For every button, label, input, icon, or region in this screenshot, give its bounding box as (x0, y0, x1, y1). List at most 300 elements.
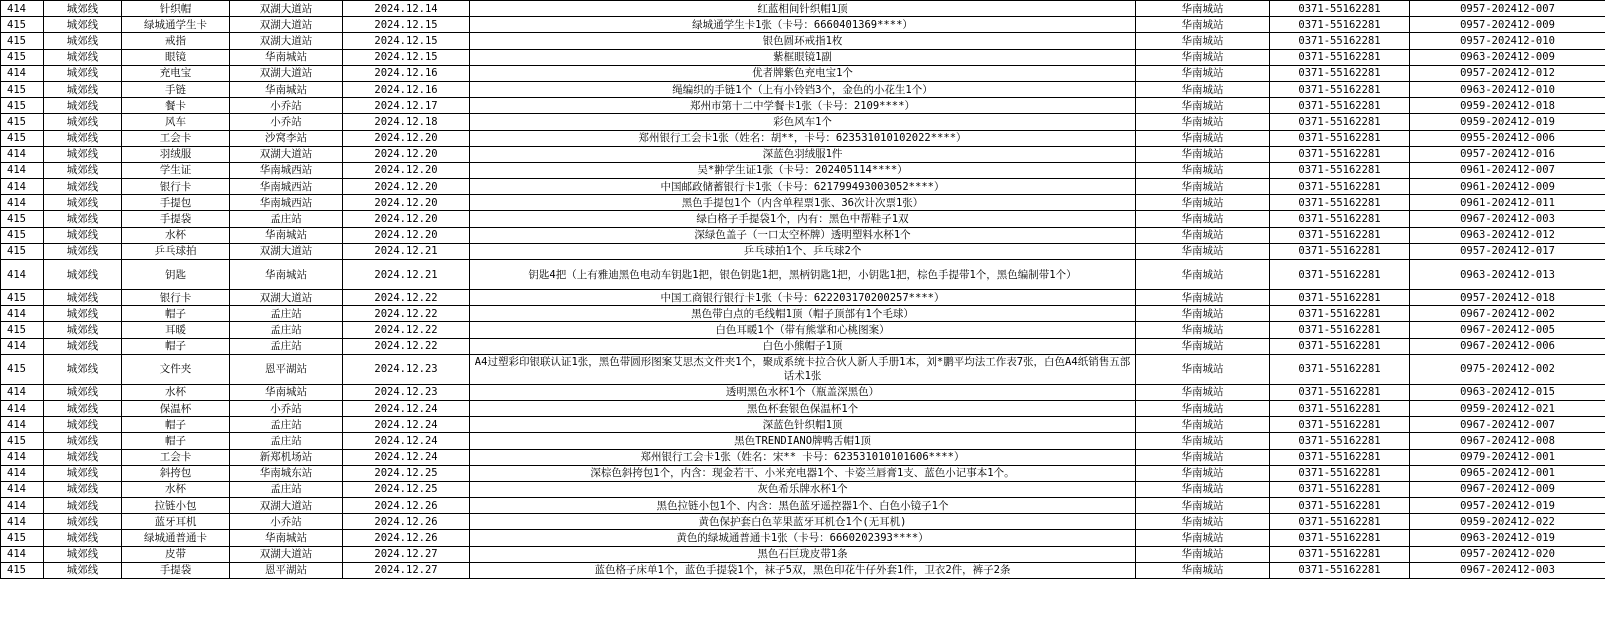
found-date-cell: 2024.12.15 (343, 17, 470, 33)
found-date-cell: 2024.12.25 (343, 481, 470, 497)
table-row (1, 49, 1605, 65)
table-row (1, 81, 1605, 97)
found-station-cell: 双湖大道站 (230, 17, 343, 33)
item-name-cell: 斜挎包 (122, 465, 230, 481)
claim-station-cell: 华南城站 (1136, 260, 1270, 290)
found-date-cell: 2024.12.23 (343, 384, 470, 400)
claim-station-cell: 华南城站 (1136, 433, 1270, 449)
item-description-cell: 中国邮政储蓄银行卡1张（卡号：621799493003052****） (470, 179, 1136, 195)
line-no-cell: 415 (1, 211, 44, 227)
table-row (1, 211, 1605, 227)
line-no-cell: 414 (1, 400, 44, 416)
found-station-cell: 双湖大道站 (230, 146, 343, 162)
contact-phone-cell: 0371-55162281 (1270, 465, 1410, 481)
item-name-cell: 手提袋 (122, 562, 230, 578)
item-name-cell: 充电宝 (122, 65, 230, 81)
record-number-cell: 0957-202412-012 (1410, 65, 1605, 81)
record-number-cell: 0963-202412-009 (1410, 49, 1605, 65)
line-no-cell: 414 (1, 338, 44, 354)
contact-phone-cell: 0371-55162281 (1270, 306, 1410, 322)
record-number-cell: 0957-202412-007 (1410, 1, 1605, 17)
line-no-cell: 415 (1, 17, 44, 33)
found-station-cell: 双湖大道站 (230, 546, 343, 562)
line-no-cell: 415 (1, 49, 44, 65)
item-description-cell: 黑色石巨珑皮带1条 (470, 546, 1136, 562)
item-description-cell: 黑色带白点的毛线帽1顶（帽子顶部有1个毛球） (470, 306, 1136, 322)
line-name-cell: 城郊线 (44, 98, 122, 114)
found-date-cell: 2024.12.18 (343, 114, 470, 130)
item-description-cell: 深蓝色羽绒服1件 (470, 146, 1136, 162)
found-station-cell: 孟庄站 (230, 322, 343, 338)
line-name-cell: 城郊线 (44, 243, 122, 259)
record-number-cell: 0963-202412-012 (1410, 227, 1605, 243)
table-row (1, 17, 1605, 33)
item-name-cell: 水杯 (122, 481, 230, 497)
line-name-cell: 城郊线 (44, 130, 122, 146)
line-name-cell: 城郊线 (44, 65, 122, 81)
table-row (1, 33, 1605, 49)
line-no-cell: 415 (1, 81, 44, 97)
claim-station-cell: 华南城站 (1136, 227, 1270, 243)
contact-phone-cell: 0371-55162281 (1270, 498, 1410, 514)
claim-station-cell: 华南城站 (1136, 162, 1270, 178)
line-no-cell: 414 (1, 465, 44, 481)
record-number-cell: 0975-202412-002 (1410, 354, 1605, 384)
found-date-cell: 2024.12.22 (343, 322, 470, 338)
table-row (1, 433, 1605, 449)
line-name-cell: 城郊线 (44, 179, 122, 195)
record-number-cell: 0957-202412-016 (1410, 146, 1605, 162)
line-name-cell: 城郊线 (44, 290, 122, 306)
contact-phone-cell: 0371-55162281 (1270, 384, 1410, 400)
line-name-cell: 城郊线 (44, 322, 122, 338)
item-name-cell: 手提袋 (122, 211, 230, 227)
claim-station-cell: 华南城站 (1136, 449, 1270, 465)
line-name-cell: 城郊线 (44, 354, 122, 384)
item-description-cell: 中国工商银行银行卡1张（卡号：622203170200257****） (470, 290, 1136, 306)
contact-phone-cell: 0371-55162281 (1270, 354, 1410, 384)
line-name-cell: 城郊线 (44, 146, 122, 162)
claim-station-cell: 华南城站 (1136, 514, 1270, 530)
item-name-cell: 保温杯 (122, 400, 230, 416)
found-station-cell: 孟庄站 (230, 306, 343, 322)
table-row (1, 65, 1605, 81)
item-name-cell: 银行卡 (122, 290, 230, 306)
contact-phone-cell: 0371-55162281 (1270, 162, 1410, 178)
table-row (1, 227, 1605, 243)
claim-station-cell: 华南城站 (1136, 384, 1270, 400)
item-name-cell: 皮带 (122, 546, 230, 562)
item-name-cell: 学生证 (122, 162, 230, 178)
line-name-cell: 城郊线 (44, 260, 122, 290)
table-row (1, 179, 1605, 195)
record-number-cell: 0957-202412-009 (1410, 17, 1605, 33)
claim-station-cell: 华南城站 (1136, 1, 1270, 17)
found-station-cell: 双湖大道站 (230, 243, 343, 259)
claim-station-cell: 华南城站 (1136, 498, 1270, 514)
line-no-cell: 415 (1, 290, 44, 306)
item-name-cell: 戒指 (122, 33, 230, 49)
line-no-cell: 414 (1, 179, 44, 195)
record-number-cell: 0961-202412-011 (1410, 195, 1605, 211)
contact-phone-cell: 0371-55162281 (1270, 33, 1410, 49)
found-date-cell: 2024.12.21 (343, 260, 470, 290)
item-name-cell: 眼镜 (122, 49, 230, 65)
claim-station-cell: 华南城站 (1136, 81, 1270, 97)
table-row (1, 195, 1605, 211)
found-date-cell: 2024.12.15 (343, 33, 470, 49)
found-date-cell: 2024.12.20 (343, 146, 470, 162)
record-number-cell: 0967-202412-007 (1410, 417, 1605, 433)
record-number-cell: 0967-202412-005 (1410, 322, 1605, 338)
found-date-cell: 2024.12.22 (343, 306, 470, 322)
found-station-cell: 小乔站 (230, 400, 343, 416)
line-no-cell: 414 (1, 384, 44, 400)
claim-station-cell: 华南城站 (1136, 417, 1270, 433)
item-name-cell: 蓝牙耳机 (122, 514, 230, 530)
found-station-cell: 华南城站 (230, 227, 343, 243)
line-name-cell: 城郊线 (44, 17, 122, 33)
line-name-cell: 城郊线 (44, 1, 122, 17)
item-name-cell: 水杯 (122, 227, 230, 243)
item-description-cell: 乒乓球拍1个、乒乓球2个 (470, 243, 1136, 259)
line-no-cell: 414 (1, 146, 44, 162)
item-description-cell: 透明黑色水杯1个（瓶盖深黑色） (470, 384, 1136, 400)
item-description-cell: 绳编织的手链1个（上有小铃铛3个，金色的小花生1个） (470, 81, 1136, 97)
found-station-cell: 华南城站 (230, 530, 343, 546)
item-name-cell: 风车 (122, 114, 230, 130)
table-row (1, 114, 1605, 130)
claim-station-cell: 华南城站 (1136, 211, 1270, 227)
found-date-cell: 2024.12.27 (343, 546, 470, 562)
contact-phone-cell: 0371-55162281 (1270, 130, 1410, 146)
item-name-cell: 绿城通学生卡 (122, 17, 230, 33)
record-number-cell: 0957-202412-010 (1410, 33, 1605, 49)
found-station-cell: 恩平湖站 (230, 562, 343, 578)
table-row (1, 400, 1605, 416)
contact-phone-cell: 0371-55162281 (1270, 81, 1410, 97)
item-description-cell: 吴*翀学生证1张（卡号：202405114****） (470, 162, 1136, 178)
found-station-cell: 双湖大道站 (230, 498, 343, 514)
found-date-cell: 2024.12.20 (343, 179, 470, 195)
record-number-cell: 0963-202412-015 (1410, 384, 1605, 400)
item-name-cell: 手提包 (122, 195, 230, 211)
found-station-cell: 双湖大道站 (230, 1, 343, 17)
found-date-cell: 2024.12.20 (343, 211, 470, 227)
record-number-cell: 0957-202412-017 (1410, 243, 1605, 259)
line-no-cell: 415 (1, 98, 44, 114)
claim-station-cell: 华南城站 (1136, 530, 1270, 546)
line-name-cell: 城郊线 (44, 449, 122, 465)
table-row (1, 290, 1605, 306)
table-row (1, 481, 1605, 497)
record-number-cell: 0965-202412-001 (1410, 465, 1605, 481)
item-name-cell: 文件夹 (122, 354, 230, 384)
record-number-cell: 0959-202412-019 (1410, 114, 1605, 130)
line-name-cell: 城郊线 (44, 546, 122, 562)
contact-phone-cell: 0371-55162281 (1270, 243, 1410, 259)
found-date-cell: 2024.12.23 (343, 354, 470, 384)
line-no-cell: 415 (1, 243, 44, 259)
found-station-cell: 小乔站 (230, 114, 343, 130)
table-body (1, 1, 1605, 579)
item-description-cell: 白色小熊帽子1顶 (470, 338, 1136, 354)
claim-station-cell: 华南城站 (1136, 179, 1270, 195)
line-no-cell: 414 (1, 195, 44, 211)
found-date-cell: 2024.12.15 (343, 49, 470, 65)
line-name-cell: 城郊线 (44, 114, 122, 130)
table-row (1, 417, 1605, 433)
table-row (1, 530, 1605, 546)
claim-station-cell: 华南城站 (1136, 130, 1270, 146)
item-description-cell: A4过塑彩印银联认证1张，黑色带圆形图案艾思杰文件夹1个，聚成系统卡拉合伙人新人手册1本，刘*鹏平均法工作表7张，白色A4纸销售五部话术1张 (470, 354, 1136, 384)
line-name-cell: 城郊线 (44, 465, 122, 481)
line-name-cell: 城郊线 (44, 81, 122, 97)
found-station-cell: 华南城西站 (230, 162, 343, 178)
found-station-cell: 双湖大道站 (230, 65, 343, 81)
found-date-cell: 2024.12.25 (343, 465, 470, 481)
contact-phone-cell: 0371-55162281 (1270, 65, 1410, 81)
item-name-cell: 银行卡 (122, 179, 230, 195)
line-name-cell: 城郊线 (44, 33, 122, 49)
found-station-cell: 华南城东站 (230, 465, 343, 481)
claim-station-cell: 华南城站 (1136, 306, 1270, 322)
item-name-cell: 羽绒服 (122, 146, 230, 162)
line-no-cell: 415 (1, 130, 44, 146)
line-name-cell: 城郊线 (44, 400, 122, 416)
line-no-cell: 415 (1, 322, 44, 338)
item-description-cell: 黄色的绿城通普通卡1张（卡号：6660202393****） (470, 530, 1136, 546)
item-name-cell: 工会卡 (122, 130, 230, 146)
claim-station-cell: 华南城站 (1136, 33, 1270, 49)
item-description-cell: 黑色手提包1个（内含单程票1张、36次计次票1张） (470, 195, 1136, 211)
claim-station-cell: 华南城站 (1136, 65, 1270, 81)
item-description-cell: 深绿色盖子（一口太空杯牌）透明塑料水杯1个 (470, 227, 1136, 243)
found-date-cell: 2024.12.22 (343, 290, 470, 306)
contact-phone-cell: 0371-55162281 (1270, 179, 1410, 195)
table-row (1, 306, 1605, 322)
found-date-cell: 2024.12.26 (343, 530, 470, 546)
contact-phone-cell: 0371-55162281 (1270, 481, 1410, 497)
table-row (1, 162, 1605, 178)
record-number-cell: 0967-202412-002 (1410, 306, 1605, 322)
record-number-cell: 0979-202412-001 (1410, 449, 1605, 465)
contact-phone-cell: 0371-55162281 (1270, 49, 1410, 65)
item-description-cell: 郑州银行工会卡1张（姓名：宋** 卡号：623531010101606****） (470, 449, 1136, 465)
line-name-cell: 城郊线 (44, 338, 122, 354)
claim-station-cell: 华南城站 (1136, 400, 1270, 416)
found-station-cell: 沙窝李站 (230, 130, 343, 146)
contact-phone-cell: 0371-55162281 (1270, 146, 1410, 162)
found-date-cell: 2024.12.20 (343, 195, 470, 211)
contact-phone-cell: 0371-55162281 (1270, 400, 1410, 416)
contact-phone-cell: 0371-55162281 (1270, 98, 1410, 114)
found-station-cell: 华南城西站 (230, 195, 343, 211)
claim-station-cell: 华南城站 (1136, 195, 1270, 211)
line-name-cell: 城郊线 (44, 481, 122, 497)
found-station-cell: 孟庄站 (230, 211, 343, 227)
claim-station-cell: 华南城站 (1136, 481, 1270, 497)
record-number-cell: 0967-202412-003 (1410, 211, 1605, 227)
contact-phone-cell: 0371-55162281 (1270, 546, 1410, 562)
record-number-cell: 0967-202412-008 (1410, 433, 1605, 449)
item-name-cell: 帽子 (122, 417, 230, 433)
item-description-cell: 优者牌紫色充电宝1个 (470, 65, 1136, 81)
found-station-cell: 孟庄站 (230, 338, 343, 354)
found-station-cell: 小乔站 (230, 98, 343, 114)
contact-phone-cell: 0371-55162281 (1270, 562, 1410, 578)
item-description-cell: 深蓝色针织帽1顶 (470, 417, 1136, 433)
claim-station-cell: 华南城站 (1136, 17, 1270, 33)
claim-station-cell: 华南城站 (1136, 546, 1270, 562)
record-number-cell: 0957-202412-018 (1410, 290, 1605, 306)
line-no-cell: 415 (1, 433, 44, 449)
item-description-cell: 红蓝相间针织帽1顶 (470, 1, 1136, 17)
found-date-cell: 2024.12.24 (343, 449, 470, 465)
found-station-cell: 华南城站 (230, 49, 343, 65)
table-row (1, 354, 1605, 384)
found-station-cell: 小乔站 (230, 514, 343, 530)
line-name-cell: 城郊线 (44, 49, 122, 65)
line-no-cell: 415 (1, 33, 44, 49)
record-number-cell: 0961-202412-007 (1410, 162, 1605, 178)
record-number-cell: 0957-202412-019 (1410, 498, 1605, 514)
line-no-cell: 414 (1, 417, 44, 433)
record-number-cell: 0967-202412-006 (1410, 338, 1605, 354)
contact-phone-cell: 0371-55162281 (1270, 1, 1410, 17)
table-row (1, 546, 1605, 562)
line-no-cell: 414 (1, 481, 44, 497)
line-no-cell: 414 (1, 65, 44, 81)
found-date-cell: 2024.12.14 (343, 1, 470, 17)
record-number-cell: 0959-202412-021 (1410, 400, 1605, 416)
claim-station-cell: 华南城站 (1136, 290, 1270, 306)
claim-station-cell: 华南城站 (1136, 354, 1270, 384)
contact-phone-cell: 0371-55162281 (1270, 227, 1410, 243)
item-description-cell: 黑色TRENDIANO牌鸭舌帽1顶 (470, 433, 1136, 449)
table-row (1, 322, 1605, 338)
found-station-cell: 新郑机场站 (230, 449, 343, 465)
claim-station-cell: 华南城站 (1136, 338, 1270, 354)
line-no-cell: 414 (1, 1, 44, 17)
contact-phone-cell: 0371-55162281 (1270, 322, 1410, 338)
item-description-cell: 银色圆环戒指1枚 (470, 33, 1136, 49)
item-description-cell: 蓝色格子床单1个，蓝色手提袋1个，袜子5双，黑色印花牛仔外套1件，卫衣2件，裤子2条 (470, 562, 1136, 578)
found-date-cell: 2024.12.20 (343, 162, 470, 178)
line-no-cell: 414 (1, 260, 44, 290)
item-description-cell: 钥匙4把（上有雅迪黑色电动车钥匙1把，银色钥匙1把，黑柄钥匙1把，小钥匙1把，棕色手提带1个，黑色编制带1个） (470, 260, 1136, 290)
line-no-cell: 414 (1, 449, 44, 465)
found-date-cell: 2024.12.26 (343, 514, 470, 530)
found-date-cell: 2024.12.20 (343, 227, 470, 243)
item-description-cell: 黑色杯套银色保温杯1个 (470, 400, 1136, 416)
found-date-cell: 2024.12.26 (343, 498, 470, 514)
found-date-cell: 2024.12.16 (343, 81, 470, 97)
item-name-cell: 钥匙 (122, 260, 230, 290)
item-description-cell: 白色耳暖1个（带有熊掌和心桃图案） (470, 322, 1136, 338)
item-name-cell: 乒乓球拍 (122, 243, 230, 259)
contact-phone-cell: 0371-55162281 (1270, 449, 1410, 465)
line-name-cell: 城郊线 (44, 306, 122, 322)
line-no-cell: 414 (1, 306, 44, 322)
found-date-cell: 2024.12.20 (343, 130, 470, 146)
found-date-cell: 2024.12.16 (343, 65, 470, 81)
record-number-cell: 0967-202412-003 (1410, 562, 1605, 578)
line-name-cell: 城郊线 (44, 227, 122, 243)
line-no-cell: 415 (1, 227, 44, 243)
item-description-cell: 黑色拉链小包1个、内含：黑色蓝牙遥控器1个、白色小镜子1个 (470, 498, 1136, 514)
found-date-cell: 2024.12.24 (343, 417, 470, 433)
found-date-cell: 2024.12.24 (343, 433, 470, 449)
found-date-cell: 2024.12.27 (343, 562, 470, 578)
item-name-cell: 针织帽 (122, 1, 230, 17)
found-station-cell: 华南城站 (230, 81, 343, 97)
claim-station-cell: 华南城站 (1136, 114, 1270, 130)
line-no-cell: 414 (1, 546, 44, 562)
table-row (1, 449, 1605, 465)
contact-phone-cell: 0371-55162281 (1270, 433, 1410, 449)
table-row (1, 384, 1605, 400)
item-name-cell: 帽子 (122, 338, 230, 354)
claim-station-cell: 华南城站 (1136, 243, 1270, 259)
table-row (1, 465, 1605, 481)
line-name-cell: 城郊线 (44, 195, 122, 211)
item-description-cell: 郑州银行工会卡1张（姓名：胡**，卡号：6235310101020​22****） (470, 130, 1136, 146)
table-row (1, 338, 1605, 354)
table-row (1, 130, 1605, 146)
record-number-cell: 0955-202412-006 (1410, 130, 1605, 146)
record-number-cell: 0957-202412-020 (1410, 546, 1605, 562)
found-station-cell: 华南城站 (230, 384, 343, 400)
line-no-cell: 415 (1, 114, 44, 130)
found-date-cell: 2024.12.24 (343, 400, 470, 416)
found-station-cell: 华南城西站 (230, 179, 343, 195)
line-name-cell: 城郊线 (44, 514, 122, 530)
found-station-cell: 恩平湖站 (230, 354, 343, 384)
item-name-cell: 手链 (122, 81, 230, 97)
table-row (1, 1, 1605, 17)
item-name-cell: 工会卡 (122, 449, 230, 465)
item-name-cell: 帽子 (122, 306, 230, 322)
line-no-cell: 414 (1, 498, 44, 514)
line-name-cell: 城郊线 (44, 530, 122, 546)
found-station-cell: 双湖大道站 (230, 33, 343, 49)
table-row (1, 562, 1605, 578)
found-station-cell: 华南城站 (230, 260, 343, 290)
claim-station-cell: 华南城站 (1136, 465, 1270, 481)
found-date-cell: 2024.12.17 (343, 98, 470, 114)
claim-station-cell: 华南城站 (1136, 146, 1270, 162)
item-description-cell: 深棕色斜挎包1个，内含：现金若干、小米充电器1个、卡姿兰唇膏1支、蓝色小记事本1个。 (470, 465, 1136, 481)
claim-station-cell: 华南城站 (1136, 562, 1270, 578)
found-station-cell: 孟庄站 (230, 433, 343, 449)
record-number-cell: 0967-202412-009 (1410, 481, 1605, 497)
contact-phone-cell: 0371-55162281 (1270, 338, 1410, 354)
found-station-cell: 双湖大道站 (230, 290, 343, 306)
item-description-cell: 绿城通学生卡1张（卡号：6660401369****） (470, 17, 1136, 33)
contact-phone-cell: 0371-55162281 (1270, 211, 1410, 227)
line-name-cell: 城郊线 (44, 384, 122, 400)
item-name-cell: 水杯 (122, 384, 230, 400)
line-no-cell: 414 (1, 514, 44, 530)
found-station-cell: 孟庄站 (230, 417, 343, 433)
contact-phone-cell: 0371-55162281 (1270, 290, 1410, 306)
found-station-cell: 孟庄站 (230, 481, 343, 497)
line-no-cell: 415 (1, 562, 44, 578)
item-name-cell: 帽子 (122, 433, 230, 449)
line-name-cell: 城郊线 (44, 162, 122, 178)
item-name-cell: 绿城通普通卡 (122, 530, 230, 546)
